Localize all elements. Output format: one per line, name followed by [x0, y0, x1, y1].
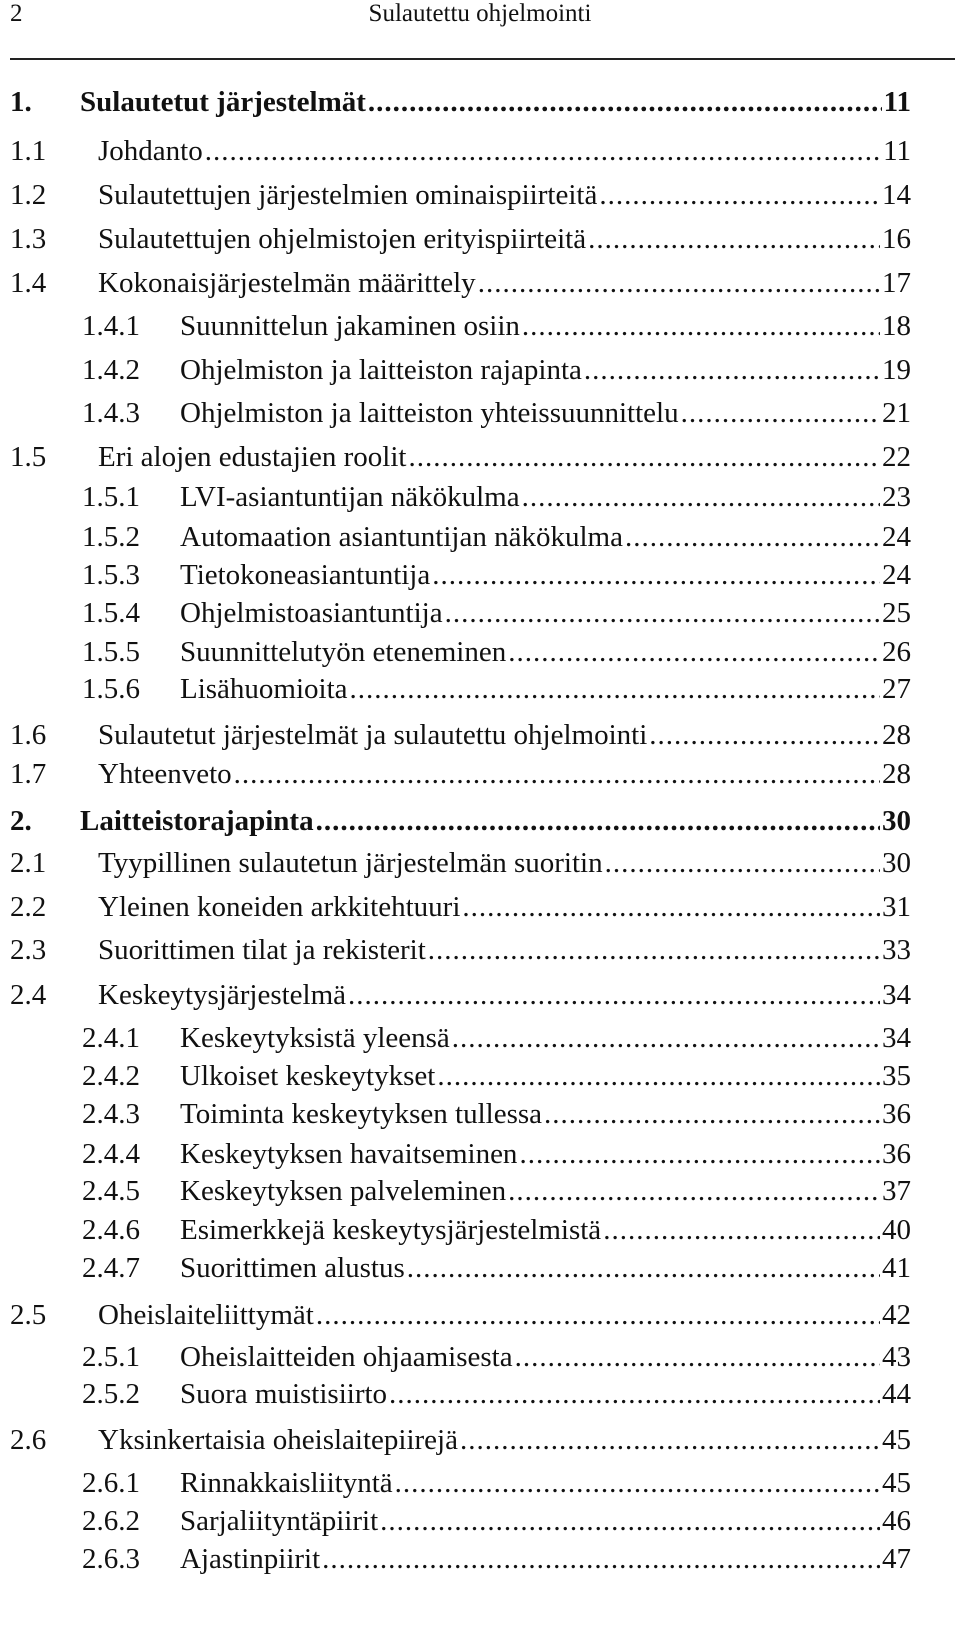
toc-entry-number: 1.5.6 [82, 673, 140, 705]
dot-leader [508, 1171, 880, 1211]
toc-entry [10, 219, 911, 259]
dot-leader [389, 1374, 880, 1414]
toc-entry [82, 1539, 911, 1579]
dot-leader [588, 219, 880, 259]
dot-leader [432, 555, 880, 595]
toc-entry [10, 715, 911, 755]
toc-entry-page: 26 [882, 636, 911, 668]
toc-entry-number: 1.5.3 [82, 559, 140, 591]
dot-leader [522, 477, 880, 517]
toc-entry [82, 669, 911, 709]
toc-entry-title: Laitteistorajapinta [80, 805, 314, 837]
toc-entry-title: Rinnakkaisliityntä [180, 1467, 393, 1499]
toc-entry [10, 1295, 911, 1335]
toc-entry-page: 37 [882, 1175, 911, 1207]
toc-entry-page: 47 [882, 1543, 911, 1575]
toc-entry-page: 33 [882, 934, 911, 966]
dot-leader [625, 517, 880, 557]
toc-entry-number: 1.6 [10, 719, 47, 751]
toc-entry-number: 2.6.1 [82, 1467, 140, 1499]
toc-entry-number: 1.4.1 [82, 310, 140, 342]
toc-entry-number: 1.5.4 [82, 597, 140, 629]
toc-entry-title: Ohjelmiston ja laitteiston rajapinta [180, 354, 582, 386]
dot-leader [205, 131, 881, 171]
dot-leader [322, 1539, 880, 1579]
toc-entry-title: Oheislaiteliittymät [98, 1299, 314, 1331]
toc-entry-title: Automaation asiantuntijan näkökulma [180, 521, 623, 553]
toc-entry-title: Keskeytyksen havaitseminen [180, 1138, 518, 1170]
toc-entry-page: 25 [882, 597, 911, 629]
toc-entry [10, 975, 911, 1015]
toc-entry-title: Yleinen koneiden arkkitehtuuri [98, 891, 461, 923]
toc-entry [10, 437, 911, 477]
toc-entry-number: 1.5.2 [82, 521, 140, 553]
toc-entry-title: Sulautetut järjestelmät ja sulautettu ohjelmointi [98, 719, 648, 751]
toc-entry-number: 2.4.3 [82, 1098, 140, 1130]
toc-entry-page: 19 [882, 354, 911, 386]
toc-entry-page: 43 [882, 1341, 911, 1373]
toc-entry-title: Oheislaitteiden ohjaamisesta [180, 1341, 513, 1373]
toc-entry [10, 1420, 911, 1460]
toc-entry-page: 36 [882, 1138, 911, 1170]
toc-entry-number: 2.5.2 [82, 1378, 140, 1410]
toc-entry-title: Ajastinpiirit [180, 1543, 321, 1575]
toc-entry-number: 1.2 [10, 179, 47, 211]
toc-entry [82, 306, 911, 346]
toc-entry [10, 754, 911, 794]
toc-entry-title: Suora muistisiirto [180, 1378, 388, 1410]
toc-entry-number: 2.4.4 [82, 1138, 140, 1170]
dot-leader [605, 843, 880, 883]
toc-entry-page: 24 [882, 521, 911, 553]
toc-entry-page: 36 [882, 1098, 911, 1130]
toc-entry-title: Suunnittelutyön eteneminen [180, 636, 507, 668]
toc-entry-title: Sarjaliityntäpiirit [180, 1505, 379, 1537]
toc-entry-number: 2.4 [10, 979, 47, 1011]
toc-entry-number: 2.4.5 [82, 1175, 140, 1207]
toc-entry [10, 887, 911, 927]
toc-entry-title: Ohjelmistoasiantuntija [180, 597, 443, 629]
toc-entry-page: 30 [882, 847, 911, 879]
dot-leader [681, 393, 880, 433]
toc-entry-number: 2.5 [10, 1299, 47, 1331]
toc-entry-number: 1.4.2 [82, 354, 140, 386]
toc-entry-number: 1.1 [10, 135, 47, 167]
toc-entry-page: 14 [882, 179, 911, 211]
toc-entry [10, 843, 911, 883]
toc-entry-page: 46 [882, 1505, 911, 1537]
toc-entry-number: 1.5 [10, 441, 47, 473]
toc-entry [10, 263, 911, 303]
dot-leader [522, 306, 880, 346]
toc-entry-page: 27 [882, 673, 911, 705]
toc-entry-title: Tyypillinen sulautetun järjestelmän suoritin [98, 847, 603, 879]
toc-entry-page: 30 [882, 805, 911, 837]
toc-entry-page: 28 [882, 758, 911, 790]
toc-entry-title: Suunnittelun jakaminen osiin [180, 310, 520, 342]
page-number: 2 [10, 0, 23, 27]
dot-leader [599, 175, 880, 215]
toc-entry-title: Suorittimen alustus [180, 1252, 405, 1284]
toc-entry-title: Sulautetut järjestelmät [80, 86, 366, 118]
dot-leader [234, 754, 880, 794]
toc-entry-number: 2.2 [10, 891, 47, 923]
toc-entry [82, 593, 911, 633]
toc-entry-page: 21 [882, 397, 911, 429]
toc-entry [82, 1171, 911, 1211]
toc-entry-number: 1. [10, 86, 32, 118]
dot-leader [395, 1463, 880, 1503]
toc-entry-number: 1.3 [10, 223, 47, 255]
dot-leader [380, 1501, 880, 1541]
toc-entry-title: Yhteenveto [98, 758, 232, 790]
toc-entry-page: 35 [882, 1060, 911, 1092]
toc-entry [82, 1374, 911, 1414]
toc-entry [82, 555, 911, 595]
toc-entry-title: Yksinkertaisia oheislaitepiirejä [98, 1424, 458, 1456]
toc-entry-page: 34 [882, 1022, 911, 1054]
toc-entry-title: Ulkoiset keskeytykset [180, 1060, 436, 1092]
dot-leader [408, 437, 880, 477]
dot-leader [368, 82, 882, 122]
toc-entry [82, 1501, 911, 1541]
toc-entry-page: 28 [882, 719, 911, 751]
dot-leader [508, 632, 880, 672]
dot-leader [350, 669, 880, 709]
toc-entry [82, 1463, 911, 1503]
toc-entry [82, 517, 911, 557]
toc-entry [82, 1210, 911, 1250]
toc-entry-number: 1.7 [10, 758, 47, 790]
toc-entry-number: 2.3 [10, 934, 47, 966]
toc-entry [82, 1248, 911, 1288]
toc-entry-number: 2.4.7 [82, 1252, 140, 1284]
toc-entry-number: 1.5.5 [82, 636, 140, 668]
toc-entry-page: 24 [882, 559, 911, 591]
toc-entry-page: 45 [882, 1424, 911, 1456]
toc-entry-title: Johdanto [98, 135, 203, 167]
toc-entry-page: 42 [882, 1299, 911, 1331]
toc-entry-title: Ohjelmiston ja laitteiston yhteissuunnittelu [180, 397, 679, 429]
dot-leader [478, 263, 880, 303]
toc-entry-number: 1.4.3 [82, 397, 140, 429]
toc-entry-page: 16 [882, 223, 911, 255]
dot-leader [445, 593, 880, 633]
toc-entry-page: 45 [882, 1467, 911, 1499]
toc-entry-title: Esimerkkejä keskeytysjärjestelmistä [180, 1214, 602, 1246]
toc-entry-page: 11 [883, 86, 911, 118]
dot-leader [316, 801, 880, 841]
dot-leader [462, 887, 880, 927]
dot-leader [460, 1420, 880, 1460]
toc-entry-title: Keskeytyksen palveleminen [180, 1175, 507, 1207]
toc-entry [82, 1337, 911, 1377]
toc-entry-title: Eri alojen edustajien roolit [98, 441, 407, 473]
toc-entry-page: 17 [882, 267, 911, 299]
toc-entry-title: Kokonaisjärjestelmän määrittely [98, 267, 476, 299]
toc-entry-title: LVI-asiantuntijan näkökulma [180, 481, 520, 513]
toc-entry-number: 2.6 [10, 1424, 47, 1456]
toc-entry [82, 1018, 911, 1058]
dot-leader [407, 1248, 880, 1288]
toc-entry [10, 801, 911, 841]
toc-entry-title: Sulautettujen ohjelmistojen erityispiirteitä [98, 223, 587, 255]
dot-leader [649, 715, 880, 755]
toc-entry [82, 393, 911, 433]
toc-entry-title: Sulautettujen järjestelmien ominaispiirteitä [98, 179, 598, 211]
dot-leader [348, 975, 880, 1015]
dot-leader [603, 1210, 880, 1250]
toc-entry [82, 1134, 911, 1174]
toc-entry [82, 1056, 911, 1096]
toc-entry [10, 175, 911, 215]
toc-entry-page: 40 [882, 1214, 911, 1246]
toc-entry-number: 2.4.6 [82, 1214, 140, 1246]
dot-leader [316, 1295, 880, 1335]
toc-entry-title: Keskeytysjärjestelmä [98, 979, 347, 1011]
toc-entry-number: 2. [10, 805, 32, 837]
toc-entry-number: 1.5.1 [82, 481, 140, 513]
toc-entry-title: Lisähuomioita [180, 673, 348, 705]
dot-leader [515, 1337, 880, 1377]
dot-leader [584, 350, 880, 390]
dot-leader [437, 1056, 880, 1096]
toc-entry-page: 41 [882, 1252, 911, 1284]
toc-entry [10, 930, 911, 970]
toc-entry-page: 22 [882, 441, 911, 473]
toc-entry-number: 2.5.1 [82, 1341, 140, 1373]
toc-entry [82, 1094, 911, 1134]
toc-entry-title: Keskeytyksistä yleensä [180, 1022, 450, 1054]
toc-entry-number: 2.6.2 [82, 1505, 140, 1537]
running-title: Sulautettu ohjelmointi [368, 0, 592, 27]
dot-leader [519, 1134, 880, 1174]
toc-entry-page: 34 [882, 979, 911, 1011]
toc-entry-number: 2.4.1 [82, 1022, 140, 1054]
toc-entry-title: Suorittimen tilat ja rekisterit [98, 934, 426, 966]
toc-entry-page: 31 [882, 891, 911, 923]
toc-entry-number: 2.1 [10, 847, 47, 879]
toc-entry-title: Tietokoneasiantuntija [180, 559, 431, 591]
dot-leader [544, 1094, 880, 1134]
dot-leader [428, 930, 880, 970]
toc-entry [10, 82, 911, 122]
toc-entry-number: 2.4.2 [82, 1060, 140, 1092]
toc-entry-number: 1.4 [10, 267, 47, 299]
toc-entry [82, 477, 911, 517]
toc-entry-number: 2.6.3 [82, 1543, 140, 1575]
toc-entry [82, 350, 911, 390]
toc-entry-page: 23 [882, 481, 911, 513]
toc-entry-page: 11 [883, 135, 911, 167]
toc-entry [10, 131, 911, 171]
toc-entry [82, 632, 911, 672]
dot-leader [452, 1018, 880, 1058]
toc-entry-page: 18 [882, 310, 911, 342]
toc-entry-page: 44 [882, 1378, 911, 1410]
toc-entry-title: Toiminta keskeytyksen tullessa [180, 1098, 543, 1130]
